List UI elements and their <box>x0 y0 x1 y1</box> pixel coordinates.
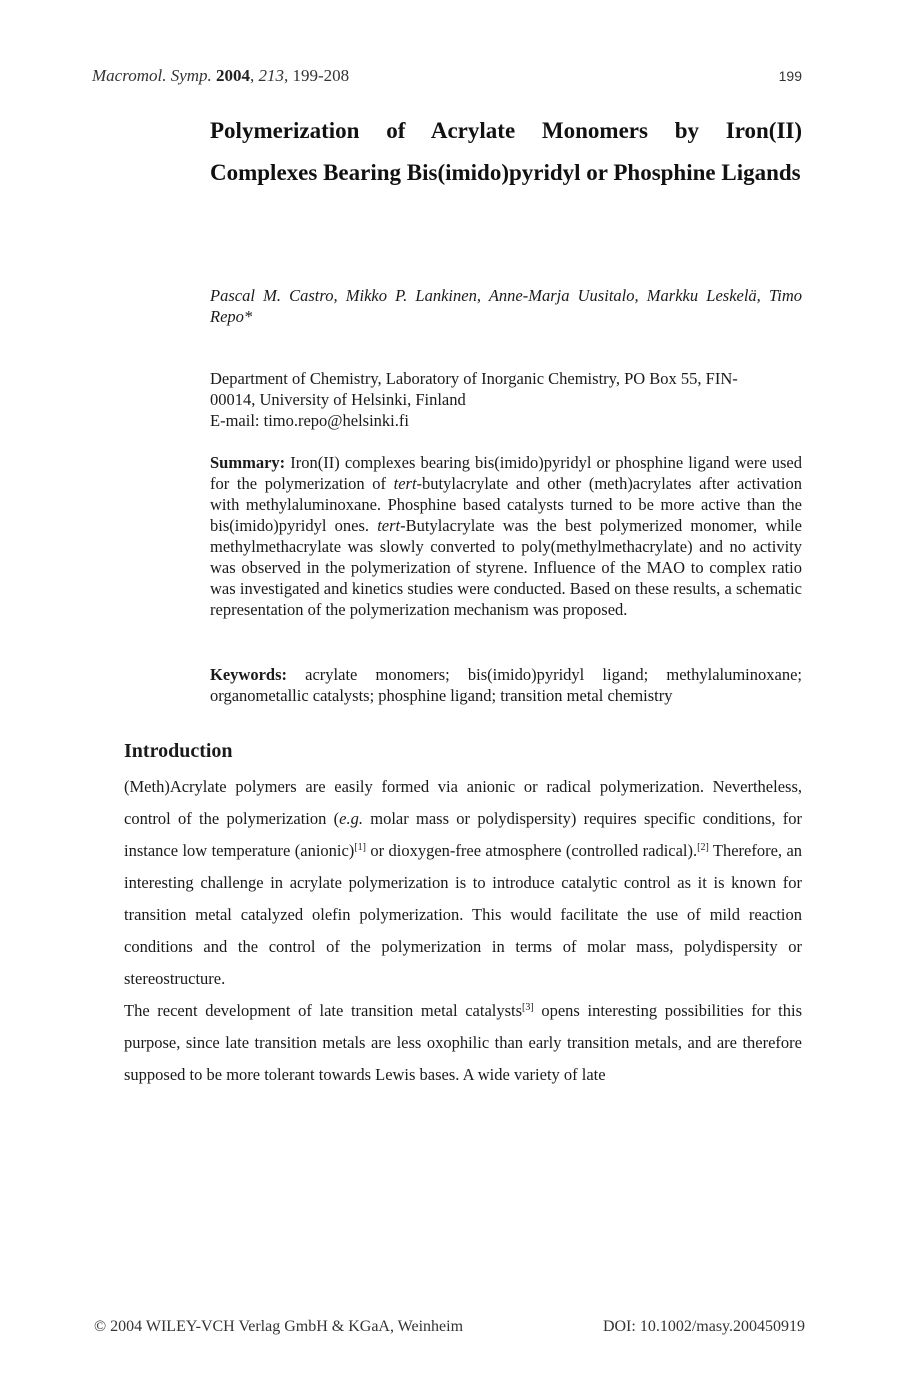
summary-text-1: Iron(II) complexes bearing bis(imido)pyridyl or phosphine ligand were used for the polymerization of <box>210 453 802 493</box>
citation-ref-2: [2] <box>697 842 709 853</box>
summary-text-2: -butylacrylate and other (meth)acrylates after activation with methylaluminoxane. Phosphine based catalysts turned to be more active than the bis(imido)pyridyl ones. <box>210 474 803 535</box>
keywords-text: acrylate monomers; bis(imido)pyridyl ligand; methylaluminoxane; organometallic catalysts; phosphine ligand; transition metal chemistry <box>210 665 802 705</box>
introduction-body <box>124 771 802 1091</box>
summary-tert-1: tert <box>393 474 417 493</box>
keywords <box>210 664 802 706</box>
email: E-mail: timo.repo@helsinki.fi <box>210 411 409 430</box>
summary-text-3: -Butylacrylate was the best polymerized monomer, while methylmethacrylate was slowly converted to poly(methylmethacrylate) and no activity was observed in the polymerization of styrene. Influence of the MAO to complex ratio was investigated and kinetics studies were conducted. Based on these results, a schematic representation of the polymerization mechanism was proposed. <box>210 516 803 619</box>
journal-name: Macromol. Symp. <box>92 66 212 85</box>
journal-citation: Macromol. Symp. 2004, 213, 199-208 <box>92 66 350 85</box>
summary-tert-2: tert <box>377 516 401 535</box>
page-number: 199 <box>778 68 802 84</box>
intro-text: molar mass or polydispersity) requires specific conditions, for instance low temperature (anionic) <box>124 809 802 860</box>
intro-text: or dioxygen-free atmosphere (controlled radical). <box>365 841 698 860</box>
summary-label: Summary: <box>210 453 286 472</box>
intro-paragraph-1 <box>124 771 802 995</box>
section-heading-introduction: Introduction <box>124 740 233 762</box>
citation-ref-3: [3] <box>522 1002 534 1013</box>
affiliation <box>210 368 802 431</box>
copyright: © 2004 WILEY-VCH Verlag GmbH & KGaA, Weinheim <box>94 1318 464 1335</box>
intro-text: The recent development of late transition metal catalysts <box>124 1001 523 1020</box>
intro-paragraph-2 <box>124 995 802 1091</box>
doi: DOI: 10.1002/masy.200450919 <box>602 1318 805 1335</box>
intro-eg: e.g. <box>339 809 363 828</box>
keywords-label: Keywords: <box>210 665 287 684</box>
journal-pages: 199-208 <box>292 66 350 85</box>
journal-volume: 213, <box>258 66 289 85</box>
author-list: Pascal M. Castro, Mikko P. Lankinen, Anne-Marja Uusitalo, Markku Leskelä, Timo Repo* <box>210 286 802 326</box>
intro-text: Therefore, an interesting challenge in acrylate polymerization is to introduce catalytic control as it is known for transition metal catalyzed olefin polymerization. This would facilitate the use of mild reaction conditions and the control of the polymerization in terms of molar mass, polydispersity or stereostructure. <box>124 841 803 988</box>
journal-year: 2004 <box>216 66 251 85</box>
intro-text: opens interesting possibilities for this purpose, since late transition metals are less oxophilic than early transition metals, and are therefore supposed to be more tolerant towards Lewis bases. A wide variety of late <box>124 1001 802 1084</box>
affiliation-line-1: Department of Chemistry, Laboratory of Inorganic Chemistry, PO Box 55, FIN- <box>210 369 738 388</box>
affiliation-line-2: 00014, University of Helsinki, Finland <box>210 390 466 409</box>
intro-text: (Meth)Acrylate polymers are easily formed via anionic or radical polymerization. Nevertheless, control of the polymerization ( <box>124 777 802 828</box>
summary <box>210 452 802 620</box>
paper-title: Polymerization of Acrylate Monomers by Iron(II) Complexes Bearing Bis(imido)pyridyl or Phosphine Ligands <box>210 118 802 185</box>
citation-ref-1: [1] <box>354 842 366 853</box>
